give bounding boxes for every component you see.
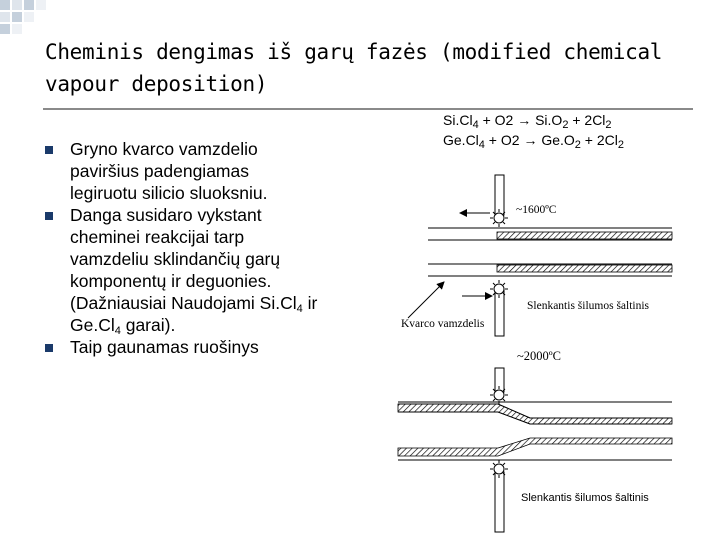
quartz-tube-upper: [428, 228, 672, 276]
bullet-line: vamzdeliu sklindančių garų: [70, 249, 281, 269]
tube-pointer-arrow: [408, 282, 444, 318]
bullet-line: legiruotu silicio sluoksniu.: [70, 183, 268, 203]
reaction-equation-1: $Si.Cl_4 + O2 \to Si.O_2 + 2Cl_2$: [443, 112, 612, 131]
bullet-text: (Dažniausiai Naudojami Si.Cl: [70, 293, 297, 313]
flame-icon: [490, 280, 508, 298]
flame-icon: [490, 460, 508, 478]
heat-source-label-1: Slenkantis šilumos šaltinis: [527, 300, 650, 312]
tube-label: Kvarco vamzdelis: [401, 318, 485, 330]
heat-source-1: [490, 175, 508, 336]
temperature-label-2: ~2000ºC: [517, 349, 561, 363]
bullet-line: Gryno kvarco vamzdelio: [70, 139, 258, 159]
reaction-equation-2: $Ge.Cl_4 + O2 \to Ge.O_2 + 2Cl_2$: [443, 132, 625, 151]
subscript: 4: [114, 325, 121, 337]
bullet-text: garai).: [120, 315, 176, 335]
subscript: 4: [296, 303, 303, 315]
flame-icon: [490, 386, 508, 404]
title-line-2: vapour deposition): [45, 72, 268, 96]
bullet-line: cheminei reakcijai tarp: [70, 227, 245, 247]
bullet-line: Danga susidaro vykstant: [70, 205, 262, 225]
flame-icon: [490, 209, 508, 227]
temperature-label-1: ~1600ºC: [516, 204, 557, 216]
bullet-text: ir: [302, 293, 318, 313]
bullet-line: Taip gaunamas ruošinys: [70, 337, 259, 357]
heat-source-label-2: Slenkantis šilumos šaltinis: [521, 492, 649, 504]
quartz-tube-lower: [398, 402, 672, 460]
title-line-1: Cheminis dengimas iš garų fazės (modified chemical: [45, 40, 663, 64]
bullet-line: komponentų ir deguonies.: [70, 271, 272, 291]
bullet-line: paviršius padengiamas: [70, 161, 249, 181]
bullet-text: Ge.Cl: [70, 315, 115, 335]
